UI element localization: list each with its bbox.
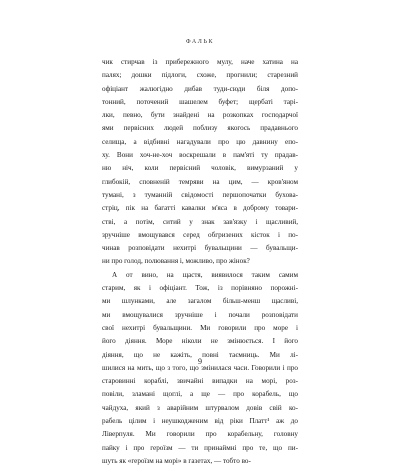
text-line: тумані, з туманній свідомості першопочатки бухова- (102, 190, 298, 199)
running-head: ФАЛЬК (185, 39, 215, 45)
body-text (102, 56, 298, 468)
text-line: пайку і про героїзм — ти принаймні про те, що пи- (102, 443, 298, 452)
text-line: чайдуха, який з аварійним штурвалом довів свій ко- (102, 403, 298, 412)
paragraph (102, 269, 298, 468)
text-line: свої нехитрі бувальщини. Ми говорили про море і (102, 323, 298, 332)
text-line: старовинні кораблі, звичайні випадки на морі, роз- (102, 377, 298, 386)
text-line: А от вино, на щастя, виявилося таким самим (112, 270, 298, 279)
text-line: тонний, поточений шашелем буфет; щербаті тарі- (102, 97, 298, 106)
text-line: палях; дошки підлоги, схоже, прогнили; старезний (102, 71, 298, 80)
text-line: старим, як і офіціант. Тож, із порівняно порожні- (102, 284, 298, 293)
text-line: ми вмощувалися зручніше і почали розповідати (102, 310, 298, 319)
text-line: чик стирчав із прибережного мулу, наче хатина на (102, 58, 298, 66)
paragraph (102, 56, 298, 269)
text-line: чинав розповідати нехитрі бувальщини — бувальщи- (102, 244, 298, 253)
text-line: ни про голод, полювання і, можливо, про жінок? (102, 257, 250, 266)
text-line: лки, певно, бути знайдені на розкопках господарчої (102, 111, 298, 120)
text-line: глибокій, сповненій темряви на цим, — кров'яном (102, 177, 298, 186)
text-line: стріц, пік на багатті кавалки м'яса в доброму товари- (102, 204, 298, 213)
text-line: шилися на мить, що з того, що змінилася часи. Говорили і про (102, 363, 298, 372)
text-line: шуть як «героїзм на морі» в газетах, — тобто во- (102, 456, 251, 465)
page-number: 9 (198, 357, 202, 366)
text-line: повіли, зламані щоглі, а ще — про корабель, що (102, 390, 298, 399)
text-line: ми шлунками, але загалом більш-менш щасливі, (102, 297, 298, 306)
text-line: селища, а відбивні нагадували про цю давнину епо- (102, 137, 298, 146)
text-line: стві, а потім, ситий у знак зав'язку і щасливий, (102, 217, 298, 226)
text-line: діяння, що не кажіть, повні таємниць. Ми лі- (102, 350, 298, 359)
text-line: ху. Вони хоч-не-хоч воскрешали в пам'яті ту прадав- (102, 151, 298, 160)
text-line: ню ніч, коли первісний чоловік, вимурзаний у (102, 164, 298, 173)
text-line: Ліверпуля. Ми говорили про корабельну, головну (102, 430, 298, 439)
text-line: ями первісних людей поблизу якогось прадавнього (102, 124, 298, 133)
text-line: його діяння. Море ніколи не змінюється. І його (102, 337, 298, 346)
text-line: рабель цілим і неушкодженим від ріки Платт¹ аж до (102, 417, 298, 426)
text-line: зручніше вмощувався серед обгризених кісток і по- (102, 230, 298, 239)
text-line: офіціант жалюгідно дибав туди-сюди біля допо- (102, 84, 298, 93)
